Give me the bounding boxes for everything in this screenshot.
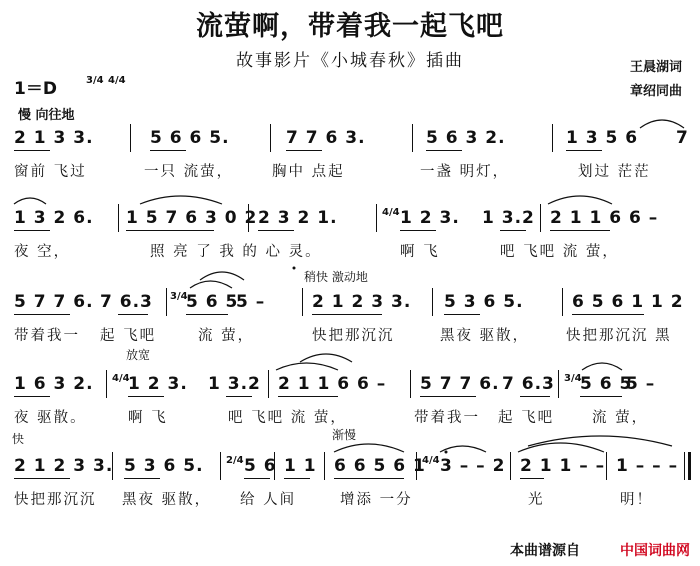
song-subtitle: 故事影片《小城春秋》插曲	[236, 51, 464, 71]
time-signature-change: 3/4	[564, 373, 582, 384]
time-signature-change: 3/4	[170, 291, 188, 302]
lyric-segment: 起 飞吧	[498, 410, 555, 426]
lyric-segment: 黑夜 驱散，	[440, 328, 530, 344]
measure-notes: 7 6.3	[100, 292, 153, 312]
tempo-mark-slow: 慢 向往地	[18, 108, 75, 123]
measure-notes: 5 7 7 6.	[14, 292, 94, 312]
measure-notes: 1 – – –	[616, 456, 679, 476]
source-site-link[interactable]: 中国词曲网	[620, 543, 690, 559]
measure-notes: 2 1 2 3 3.	[312, 292, 412, 312]
measure-notes: 1 6 3 2.	[14, 374, 94, 394]
measure-notes: 5 6	[244, 456, 277, 476]
measure-notes: 1 3.2	[482, 208, 535, 228]
lyricist-credit: 王晨湖词	[629, 60, 682, 75]
measure-notes: 7	[676, 128, 689, 148]
slur-arc	[276, 363, 338, 370]
slur-arc	[300, 354, 352, 362]
composer-credit: 章绍同曲	[629, 84, 682, 99]
song-title: 流萤啊，带着我一起飞吧	[196, 11, 504, 42]
measure-notes: 5 –	[236, 292, 266, 312]
time-signature-change: 2/4	[226, 455, 244, 466]
lyric-segment: 快把那沉沉 黑	[566, 328, 672, 344]
lyric-segment: 划过 茫茫	[578, 164, 651, 180]
fermata-dot	[293, 267, 296, 270]
measure-notes: 5 3 6 5.	[444, 292, 524, 312]
lyric-segment: 给 人间	[240, 492, 297, 508]
lyric-segment: 吧 飞吧 流 萤，	[500, 244, 619, 260]
time-signature-4-4: 4/4	[108, 75, 126, 86]
lyric-segment: 光	[528, 492, 545, 508]
lyric-segment: 夜 驱散。	[14, 410, 87, 426]
measure-notes: 1 3.2	[208, 374, 261, 394]
measure-notes: 6 6 5 6 1	[334, 456, 426, 476]
measure-notes: 2 1 1 6 6 –	[550, 208, 659, 228]
measure-notes: 5 6 5	[580, 374, 633, 394]
measure-notes: 1 2 3.	[128, 374, 188, 394]
tempo-mark-broaden: 放宽	[126, 348, 151, 362]
slur-arc	[334, 444, 404, 452]
slur-arc	[640, 120, 684, 128]
measure-notes: 2 1 2 3 3.	[14, 456, 114, 476]
lyric-segment: 流 萤，	[592, 410, 649, 426]
measure-notes: 1 5 7 6 3 0 2	[126, 208, 258, 228]
slur-arc	[190, 281, 232, 288]
time-signature-3-4: 3/4	[86, 75, 104, 86]
measure-notes: 1 3 5 6	[566, 128, 639, 148]
lyric-segment: 带着我一	[14, 328, 80, 344]
measure-notes: 1 2 3.	[400, 208, 460, 228]
lyric-segment: 黑夜 驱散，	[122, 492, 212, 508]
lyric-segment: 起 飞吧	[100, 328, 157, 344]
tempo-mark-faster: 稍快 激动地	[304, 270, 368, 284]
measure-notes: 6 5 6 1 1 2	[572, 292, 684, 312]
measure-notes: 5 7 7 6.	[420, 374, 500, 394]
lyric-segment: 带着我一	[414, 410, 480, 426]
measure-notes: 5 –	[626, 374, 656, 394]
measure-notes: 7 6.3	[502, 374, 555, 394]
lyric-segment: 快把那沉沉	[312, 328, 395, 344]
lyric-segment: 照 亮 了 我 的 心 灵。	[150, 244, 322, 260]
time-signature-change: 4/4	[382, 207, 400, 218]
measure-notes: 2 1 3 3.	[14, 128, 94, 148]
fermata-dot	[445, 451, 448, 454]
slur-arc	[528, 436, 672, 446]
time-signature-change: 4/4	[422, 455, 440, 466]
lyric-segment: 一只 流萤，	[144, 164, 234, 180]
slur-arc	[548, 196, 612, 204]
lyric-segment: 明！	[620, 492, 653, 508]
measure-notes: 5 6 3 2.	[426, 128, 506, 148]
measure-notes: 2 1 1 6 6 –	[278, 374, 387, 394]
measure-notes: 5 3 6 5.	[124, 456, 204, 476]
lyric-segment: 流 萤，	[198, 328, 255, 344]
lyric-segment: 夜 空，	[14, 244, 71, 260]
measure-notes: 5 6 6 5.	[150, 128, 230, 148]
lyric-segment: 吧 飞吧 流 萤，	[228, 410, 347, 426]
time-signature-change: 4/4	[112, 373, 130, 384]
measure-notes: 5 6 5	[186, 292, 239, 312]
source-label: 本曲谱源自	[510, 543, 580, 559]
lyric-segment: 窗前 飞过	[14, 164, 87, 180]
slur-arc	[140, 196, 222, 204]
slur-arc	[518, 443, 604, 452]
measure-notes: 1 1	[284, 456, 317, 476]
lyric-segment: 一盏 明灯，	[420, 164, 510, 180]
slur-arc	[14, 198, 46, 204]
tempo-mark-rit: 渐慢	[332, 428, 357, 442]
measure-notes: 2 3 2 1.	[258, 208, 338, 228]
measure-notes: 1 3 2 6.	[14, 208, 94, 228]
lyric-segment: 增添 一分	[340, 492, 413, 508]
measure-notes: 3 – – 2	[440, 456, 506, 476]
lyric-segment: 快把那沉沉	[14, 492, 97, 508]
tempo-mark-fast: 快	[12, 432, 25, 446]
key-signature: 1＝D	[14, 79, 57, 99]
lyric-segment: 啊 飞	[400, 244, 440, 260]
lyric-segment: 胸中 点起	[272, 164, 345, 180]
measure-notes: 7 7 6 3.	[286, 128, 366, 148]
measure-notes: 2 1 1 – –	[520, 456, 606, 476]
lyric-segment: 啊 飞	[128, 410, 168, 426]
slur-arc	[200, 272, 244, 280]
slur-arc	[582, 363, 622, 370]
